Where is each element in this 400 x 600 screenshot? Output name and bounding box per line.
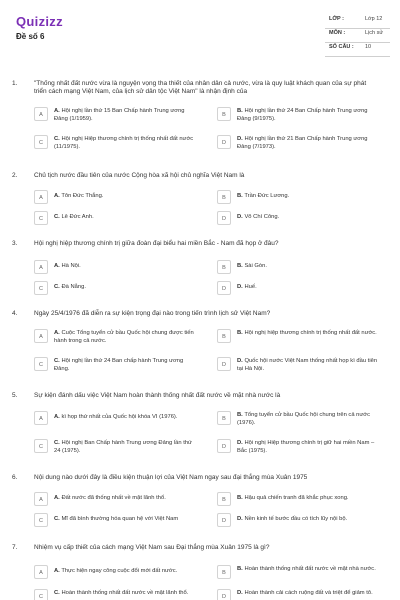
option-letter: B — [217, 329, 231, 343]
question-text: "Thống nhất đất nước vừa là nguyện vọng tha thiết của nhân dân cả nước, vừa là quy luật khách quan của sự phát triển cách mạng Việt Nam, của lịch sử dân tộc Việt Nam" là nhận định của — [34, 80, 367, 95]
option-b[interactable] — [217, 106, 387, 126]
option-letter: A — [34, 565, 48, 579]
option-c[interactable] — [34, 210, 204, 230]
option-letter: A — [34, 107, 48, 121]
option-letter: D — [217, 589, 231, 600]
option-d[interactable] — [217, 512, 387, 532]
question-text: Ngày 25/4/1976 đã diễn ra sự kiện trọng đại nào trong tiến trình lịch sử Việt Nam? — [34, 310, 271, 317]
option-letter: B — [217, 260, 231, 274]
worksheet-header — [0, 0, 400, 62]
meta-label: LỚP : — [329, 16, 344, 22]
option-a[interactable] — [34, 106, 204, 126]
option-text: C. Mĩ đã bình thường hóa quan hệ với Việt Nam — [54, 516, 179, 522]
option-a[interactable] — [34, 564, 204, 584]
option-d[interactable] — [217, 280, 387, 300]
option-letter: D — [217, 439, 231, 453]
option-text: C. Hội nghị Hiệp thương chính trị thống nhất đất nước (11/1975). — [54, 136, 194, 150]
option-d[interactable] — [217, 210, 387, 230]
option-b[interactable] — [217, 410, 387, 430]
option-d[interactable] — [217, 438, 387, 458]
option-c[interactable] — [34, 134, 204, 154]
option-d[interactable] — [217, 356, 387, 376]
option-letter: D — [217, 513, 231, 527]
option-text: A. Tôn Đức Thắng. — [54, 193, 104, 199]
option-text: C. Hội nghị lần thứ 24 Ban chấp hành Trung ương Đảng. — [54, 358, 184, 372]
option-d[interactable] — [217, 134, 387, 154]
option-b[interactable] — [217, 259, 387, 279]
question-number: 6. — [12, 474, 18, 481]
option-text: A. Hội nghị lần thứ 15 Ban Chấp hành Trung ương Đảng (1/1959). — [54, 108, 185, 122]
option-a[interactable] — [34, 189, 204, 209]
option-text: B. Hậu quả chiến tranh đã khắc phục xong. — [237, 495, 349, 501]
option-d[interactable] — [217, 588, 387, 600]
option-letter: A — [34, 492, 48, 506]
option-text: D. Hoàn thành cải cách ruộng đất và triệt để giảm tô. — [237, 590, 373, 596]
option-letter: B — [217, 492, 231, 506]
option-letter: A — [34, 329, 48, 343]
question-number: 7. — [12, 544, 18, 551]
option-text: A. Thực hiện ngay công cuộc đổi mới đất nước. — [54, 568, 178, 574]
question-number: 4. — [12, 310, 18, 317]
option-a[interactable] — [34, 410, 204, 430]
option-letter: C — [34, 589, 48, 600]
option-letter: C — [34, 439, 48, 453]
question-text: Nhiệm vụ cấp thiết của cách mạng Việt Nam sau Đại thắng mùa Xuân 1975 là gì? — [34, 544, 270, 551]
option-b[interactable] — [217, 564, 387, 584]
meta-label: MÔN : — [329, 30, 346, 36]
option-text: A. kì họp thứ nhất của Quốc hội khóa VI (1976). — [54, 414, 178, 420]
option-letter: A — [34, 190, 48, 204]
meta-value: 10 — [365, 44, 372, 50]
meta-label: SỐ CÂU : — [329, 44, 354, 50]
question-text: Hội nghị hiệp thương chính trị giữa đoàn đại biểu hai miền Bắc - Nam đã họp ở đâu? — [34, 240, 279, 247]
option-letter: A — [34, 260, 48, 274]
option-c[interactable] — [34, 280, 204, 300]
option-letter: C — [34, 281, 48, 295]
question-text: Chủ tịch nước đầu tiên của nước Cộng hòa xã hội chủ nghĩa Việt Nam là — [34, 172, 245, 179]
option-a[interactable] — [34, 328, 204, 348]
option-text: C. Lê Đức Anh. — [54, 214, 94, 220]
option-a[interactable] — [34, 259, 204, 279]
option-letter: B — [217, 411, 231, 425]
option-a[interactable] — [34, 491, 204, 511]
question-text: Sự kiện đánh dấu việc Việt Nam hoàn thành thống nhất đất nước về mặt nhà nước là — [34, 392, 281, 399]
option-c[interactable] — [34, 512, 204, 532]
option-letter: D — [217, 281, 231, 295]
quiz-title: Đề số 6 — [16, 32, 45, 41]
option-text: B. Trần Đức Lương. — [237, 193, 290, 199]
question-number: 5. — [12, 392, 18, 399]
option-text: D. Quốc hội nước Việt Nam thống nhất họp kì đầu tiên tại Hà Nội. — [237, 358, 378, 372]
option-text: D. Hội nghị lần thứ 21 Ban Chấp hành Trung ương Đảng (7/1973). — [237, 136, 368, 150]
option-text: C. Hội nghị Ban Chấp hành Trung ương Đảng lần thứ 24 (1975). — [54, 440, 192, 454]
meta-count — [325, 42, 390, 57]
question-number: 3. — [12, 240, 18, 247]
option-c[interactable] — [34, 356, 204, 376]
option-letter: B — [217, 565, 231, 579]
option-letter: C — [34, 357, 48, 371]
option-letter: B — [217, 190, 231, 204]
option-text: B. Hoàn thành thống nhất đất nước về mặt nhà nước. — [237, 566, 376, 572]
option-text: D. Võ Chí Công. — [237, 214, 280, 220]
option-c[interactable] — [34, 588, 204, 600]
meta-value: Lịch sử — [365, 30, 384, 36]
option-letter: A — [34, 411, 48, 425]
option-b[interactable] — [217, 328, 387, 348]
option-letter: C — [34, 211, 48, 225]
question-number: 1. — [12, 80, 18, 87]
meta-class — [325, 14, 390, 29]
option-text: D. Hội nghị Hiệp thương chính trị giữ hai miền Nam – Bắc (1975). — [237, 440, 375, 454]
option-text: A. Đất nước đã thống nhất về mặt lãnh thổ. — [54, 495, 166, 501]
option-text: A. Cuộc Tổng tuyển cử bầu Quốc hội chung được tiến hành trong cả nước. — [54, 330, 194, 344]
option-c[interactable] — [34, 438, 204, 458]
quizizz-logo: Quizizz — [16, 14, 63, 29]
option-text: B. Hội nghị lần thứ 24 Ban Chấp hành Trung ương Đảng (9/1975). — [237, 108, 368, 122]
option-b[interactable] — [217, 491, 387, 511]
option-text: A. Hà Nội. — [54, 263, 81, 269]
option-text: D. Huế. — [237, 284, 257, 290]
option-text: B. Sài Gòn. — [237, 263, 267, 269]
meta-subject — [325, 28, 390, 43]
meta-value: Lớp 12 — [365, 16, 383, 22]
question-number: 2. — [12, 172, 18, 179]
option-letter: D — [217, 135, 231, 149]
option-text: B. Tổng tuyển cử bầu Quốc hội chung trên cả nước (1976). — [237, 412, 370, 426]
option-letter: D — [217, 357, 231, 371]
option-letter: B — [217, 107, 231, 121]
option-text: C. Đà Nẵng. — [54, 284, 86, 290]
option-letter: D — [217, 211, 231, 225]
option-letter: C — [34, 135, 48, 149]
option-text: D. Nền kinh tế bước đầu có tích lũy nội bộ. — [237, 516, 348, 522]
question-text: Nội dung nào dưới đây là điều kiện thuận lợi của Việt Nam ngay sau đại thắng mùa Xuân 1975 — [34, 474, 308, 481]
option-text: C. Hoàn thành thống nhất đất nước về mặt lãnh thổ. — [54, 590, 189, 596]
option-letter: C — [34, 513, 48, 527]
option-text: B. Hội nghị hiệp thương chính trị thống nhất đất nước. — [237, 330, 377, 336]
option-b[interactable] — [217, 189, 387, 209]
